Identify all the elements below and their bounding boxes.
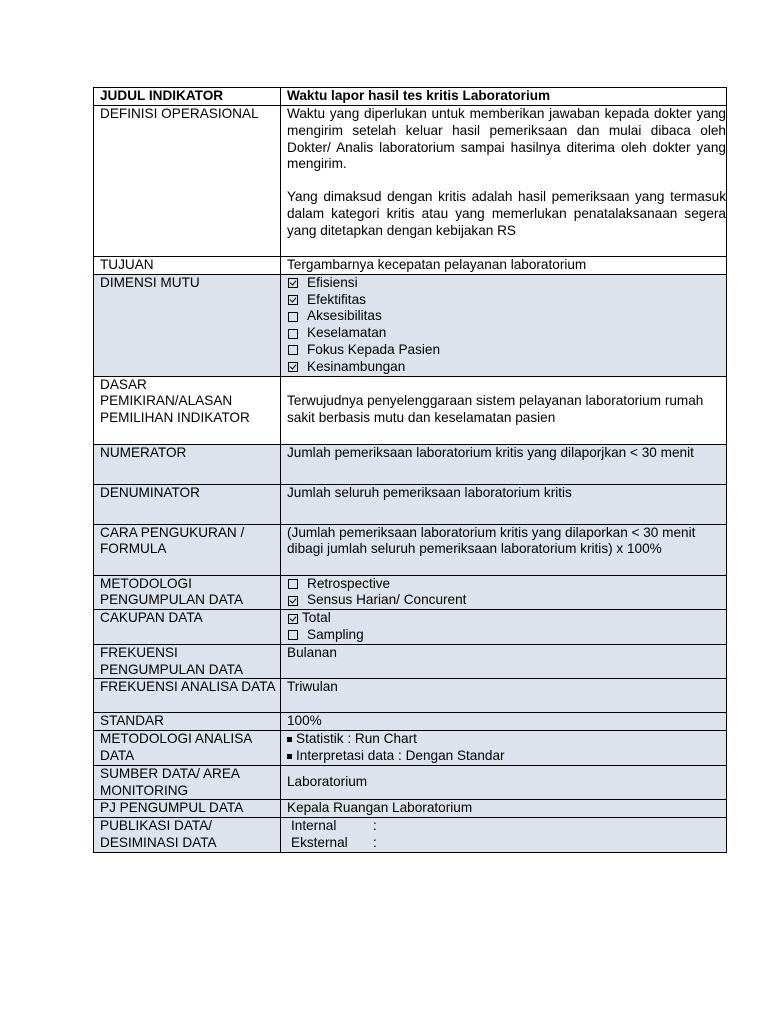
row-metodologi-analisa bbox=[94, 731, 727, 766]
dasar-label: DASAR PEMIKIRAN/ALASAN PEMILIHAN INDIKATOR bbox=[94, 376, 281, 444]
publikasi-item-internal bbox=[281, 818, 726, 835]
bullet-text: Statistik : Run Chart bbox=[296, 731, 417, 747]
pj-label: PJ PENGUMPUL DATA bbox=[94, 800, 281, 818]
checkbox-icon bbox=[288, 295, 298, 305]
row-standar bbox=[94, 713, 727, 731]
checkbox-icon bbox=[288, 312, 298, 322]
row-definisi bbox=[94, 106, 727, 257]
checkbox-label: Keselamatan bbox=[307, 325, 387, 341]
row-judul bbox=[94, 88, 727, 106]
cara-label: CARA PENGUKURAN / FORMULA bbox=[94, 524, 281, 575]
checkbox-icon bbox=[288, 579, 298, 589]
row-sumber bbox=[94, 765, 727, 800]
standar-value: 100% bbox=[281, 713, 727, 731]
numerator-value: Jumlah pemeriksaan laboratorium kritis yang dilaporjkan < 30 menit bbox=[281, 444, 727, 484]
checkbox-item bbox=[288, 627, 726, 644]
frekuensi-analisa-label: FREKUENSI ANALISA DATA bbox=[94, 679, 281, 713]
bullet-item bbox=[287, 748, 726, 765]
row-cakupan bbox=[94, 610, 727, 645]
publikasi-item-name: Eksternal bbox=[291, 834, 348, 850]
publikasi-item-name: Internal bbox=[291, 818, 337, 834]
cara-value: (Jumlah pemeriksaan laboratorium kritis yang dilaporkan < 30 menit dibagi jumlah seluruh pemeriksaan laboratorium kritis) x 100% bbox=[281, 524, 727, 575]
checkbox-icon bbox=[288, 329, 298, 339]
indicator-table bbox=[93, 87, 727, 853]
publikasi-value bbox=[281, 818, 727, 853]
row-tujuan bbox=[94, 257, 727, 275]
row-dimensi bbox=[94, 274, 727, 376]
checkbox-item bbox=[288, 275, 726, 292]
sumber-label: SUMBER DATA/ AREA MONITORING bbox=[94, 765, 281, 800]
checkbox-item bbox=[288, 592, 726, 609]
row-numerator bbox=[94, 444, 727, 484]
bullet-icon bbox=[287, 737, 292, 742]
row-frekuensi-analisa bbox=[94, 679, 727, 713]
tujuan-label: TUJUAN bbox=[94, 257, 281, 275]
checkbox-label: Efektifitas bbox=[307, 291, 366, 307]
denuminator-value: Jumlah seluruh pemeriksaan laboratorium kritis bbox=[281, 484, 727, 524]
checkbox-item bbox=[288, 292, 726, 309]
checkbox-label: Fokus Kepada Pasien bbox=[307, 341, 441, 357]
checkbox-label: Sensus Harian/ Concurent bbox=[307, 592, 467, 608]
numerator-label: NUMERATOR bbox=[94, 444, 281, 484]
publikasi-label: PUBLIKASI DATA/ DESIMINASI DATA bbox=[94, 818, 281, 853]
metodologi-pengumpulan-label: METODOLOGI PENGUMPULAN DATA bbox=[94, 575, 281, 610]
checkbox-item bbox=[288, 576, 726, 593]
row-pj bbox=[94, 800, 727, 818]
tujuan-value: Tergambarnya kecepatan pelayanan laboratorium bbox=[281, 257, 727, 275]
checkbox-icon bbox=[288, 345, 298, 355]
metodologi-analisa-value bbox=[281, 731, 727, 766]
checkbox-item bbox=[288, 308, 726, 325]
checkbox-label: Kesinambungan bbox=[307, 358, 406, 374]
checkbox-icon bbox=[288, 614, 298, 624]
checkbox-label: Retrospective bbox=[307, 575, 391, 591]
row-publikasi bbox=[94, 818, 727, 853]
checkbox-label: Aksesibilitas bbox=[307, 308, 382, 324]
row-cara bbox=[94, 524, 727, 575]
denuminator-label: DENUMINATOR bbox=[94, 484, 281, 524]
publikasi-item-separator: : bbox=[373, 834, 377, 850]
definisi-value bbox=[281, 106, 727, 257]
definisi-paragraph-1: Waktu yang diperlukan untuk memberikan jawaban kepada dokter yang mengirim setelah keluar hasil pemeriksaan dan mulai dibaca oleh Dokter/ Analis laboratorium sampai hasilnya diterima oleh dokter yang mengirim. bbox=[287, 106, 726, 172]
dasar-value: Terwujudnya penyelenggaraan sistem pelayanan laboratorium rumah sakit berbasis mutu dan keselamatan pasien bbox=[281, 376, 727, 444]
row-dasar bbox=[94, 376, 727, 444]
publikasi-item-separator: : bbox=[373, 818, 377, 834]
bullet-icon bbox=[287, 754, 292, 759]
frekuensi-pengumpulan-label: FREKUENSI PENGUMPULAN DATA bbox=[94, 644, 281, 679]
standar-label: STANDAR bbox=[94, 713, 281, 731]
checkbox-item bbox=[288, 342, 726, 359]
checkbox-icon bbox=[288, 630, 298, 640]
judul-label: JUDUL INDIKATOR bbox=[94, 88, 281, 106]
checkbox-icon bbox=[288, 362, 298, 372]
checkbox-icon bbox=[288, 278, 298, 288]
row-metodologi-pengumpulan bbox=[94, 575, 727, 610]
definisi-label: DEFINISI OPERASIONAL bbox=[94, 106, 281, 257]
dimensi-label: DIMENSI MUTU bbox=[94, 274, 281, 376]
publikasi-item-eksternal bbox=[281, 835, 726, 852]
checkbox-label: Sampling bbox=[307, 626, 364, 642]
metodologi-pengumpulan-value bbox=[281, 575, 727, 610]
pj-value: Kepala Ruangan Laboratorium bbox=[281, 800, 727, 818]
checkbox-icon bbox=[288, 596, 298, 606]
checkbox-item bbox=[288, 325, 726, 342]
bullet-item bbox=[287, 731, 726, 748]
row-frekuensi-pengumpulan bbox=[94, 644, 727, 679]
row-denuminator bbox=[94, 484, 727, 524]
judul-value: Waktu lapor hasil tes kritis Laboratorium bbox=[281, 88, 727, 106]
cakupan-label: CAKUPAN DATA bbox=[94, 610, 281, 645]
frekuensi-pengumpulan-value: Bulanan bbox=[281, 644, 727, 679]
cakupan-value bbox=[281, 610, 727, 645]
checkbox-item bbox=[288, 610, 726, 627]
definisi-paragraph-2: Yang dimaksud dengan kritis adalah hasil pemeriksaan yang termasuk dalam kategori kritis atau yang memerlukan penatalaksanaan segera yang ditetapkan dengan kebijakan RS bbox=[287, 189, 726, 238]
sumber-value: Laboratorium bbox=[281, 765, 727, 800]
checkbox-item bbox=[288, 359, 726, 376]
checkbox-label: Total bbox=[302, 610, 331, 626]
bullet-text: Interpretasi data : Dengan Standar bbox=[296, 747, 505, 763]
metodologi-analisa-label: METODOLOGI ANALISA DATA bbox=[94, 731, 281, 766]
frekuensi-analisa-value: Triwulan bbox=[281, 679, 727, 713]
dimensi-value bbox=[281, 274, 727, 376]
checkbox-label: Efisiensi bbox=[307, 274, 358, 290]
